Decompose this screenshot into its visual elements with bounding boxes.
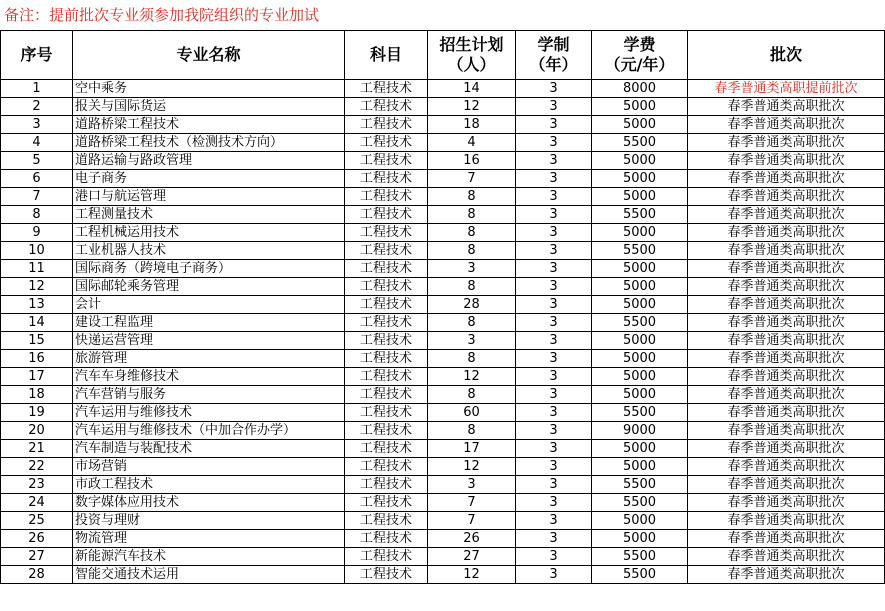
cell-plan: 8 (428, 188, 516, 206)
table-row (1, 404, 885, 422)
cell-years: 3 (516, 188, 592, 206)
header-fee-line2: （元/年） (604, 55, 675, 74)
table-row (1, 98, 885, 116)
cell-fee: 9000 (592, 422, 688, 440)
cell-major: 市政工程技术 (73, 476, 345, 494)
cell-subject: 工程技术 (345, 170, 428, 188)
cell-fee: 5000 (592, 278, 688, 296)
cell-batch: 春季普通类高职批次 (688, 314, 885, 332)
header-fee (592, 31, 688, 80)
cell-seq: 11 (1, 260, 73, 278)
cell-major: 空中乘务 (73, 80, 345, 98)
cell-years: 3 (516, 512, 592, 530)
table-row (1, 314, 885, 332)
cell-batch: 春季普通类高职批次 (688, 476, 885, 494)
cell-subject: 工程技术 (345, 278, 428, 296)
cell-subject: 工程技术 (345, 332, 428, 350)
cell-plan: 17 (428, 440, 516, 458)
cell-seq: 23 (1, 476, 73, 494)
cell-seq: 15 (1, 332, 73, 350)
header-plan-line1: 招生计划 (439, 35, 504, 54)
cell-subject: 工程技术 (345, 152, 428, 170)
cell-plan: 7 (428, 170, 516, 188)
cell-seq: 22 (1, 458, 73, 476)
cell-major: 旅游管理 (73, 350, 345, 368)
header-subject: 科目 (345, 31, 428, 80)
cell-major: 智能交通技术运用 (73, 566, 345, 584)
cell-seq: 24 (1, 494, 73, 512)
cell-fee: 5500 (592, 494, 688, 512)
cell-seq: 17 (1, 368, 73, 386)
cell-batch: 春季普通类高职批次 (688, 116, 885, 134)
cell-major: 道路桥梁工程技术（检测技术方向） (73, 134, 345, 152)
enrollment-table (0, 30, 885, 584)
cell-plan: 60 (428, 404, 516, 422)
cell-batch: 春季普通类高职批次 (688, 260, 885, 278)
table-row (1, 116, 885, 134)
cell-batch: 春季普通类高职批次 (688, 296, 885, 314)
cell-major: 会计 (73, 296, 345, 314)
cell-subject: 工程技术 (345, 188, 428, 206)
cell-years: 3 (516, 98, 592, 116)
cell-subject: 工程技术 (345, 404, 428, 422)
header-fee-line1: 学费 (623, 35, 656, 54)
cell-fee: 5000 (592, 458, 688, 476)
cell-years: 3 (516, 80, 592, 98)
header-plan (428, 31, 516, 80)
cell-plan: 7 (428, 512, 516, 530)
cell-batch: 春季普通类高职批次 (688, 404, 885, 422)
cell-major: 新能源汽车技术 (73, 548, 345, 566)
cell-batch: 春季普通类高职批次 (688, 530, 885, 548)
cell-seq: 26 (1, 530, 73, 548)
cell-major: 汽车车身维修技术 (73, 368, 345, 386)
cell-years: 3 (516, 404, 592, 422)
cell-major: 电子商务 (73, 170, 345, 188)
cell-plan: 12 (428, 98, 516, 116)
table-row (1, 476, 885, 494)
cell-major: 工程测量技术 (73, 206, 345, 224)
cell-subject: 工程技术 (345, 476, 428, 494)
cell-plan: 8 (428, 386, 516, 404)
cell-plan: 12 (428, 566, 516, 584)
table-row (1, 152, 885, 170)
cell-seq: 19 (1, 404, 73, 422)
cell-years: 3 (516, 170, 592, 188)
cell-batch: 春季普通类高职批次 (688, 332, 885, 350)
cell-fee: 5000 (592, 260, 688, 278)
table-row (1, 422, 885, 440)
cell-batch: 春季普通类高职批次 (688, 170, 885, 188)
cell-plan: 8 (428, 350, 516, 368)
cell-batch: 春季普通类高职批次 (688, 206, 885, 224)
cell-subject: 工程技术 (345, 134, 428, 152)
cell-plan: 26 (428, 530, 516, 548)
cell-major: 市场营销 (73, 458, 345, 476)
table-row (1, 296, 885, 314)
cell-major: 工程机械运用技术 (73, 224, 345, 242)
cell-fee: 5000 (592, 98, 688, 116)
cell-fee: 5500 (592, 404, 688, 422)
cell-fee: 5500 (592, 242, 688, 260)
cell-plan: 28 (428, 296, 516, 314)
cell-years: 3 (516, 116, 592, 134)
cell-plan: 12 (428, 368, 516, 386)
cell-major: 建设工程监理 (73, 314, 345, 332)
cell-seq: 7 (1, 188, 73, 206)
cell-seq: 3 (1, 116, 73, 134)
table-row (1, 332, 885, 350)
cell-years: 3 (516, 152, 592, 170)
cell-batch: 春季普通类高职提前批次 (688, 80, 885, 98)
cell-fee: 5000 (592, 332, 688, 350)
cell-batch: 春季普通类高职批次 (688, 188, 885, 206)
cell-subject: 工程技术 (345, 566, 428, 584)
cell-major: 工业机器人技术 (73, 242, 345, 260)
table-row (1, 566, 885, 584)
cell-fee: 5000 (592, 386, 688, 404)
cell-batch: 春季普通类高职批次 (688, 494, 885, 512)
cell-subject: 工程技术 (345, 386, 428, 404)
cell-seq: 4 (1, 134, 73, 152)
cell-major: 港口与航运管理 (73, 188, 345, 206)
cell-plan: 8 (428, 242, 516, 260)
cell-subject: 工程技术 (345, 224, 428, 242)
cell-fee: 5000 (592, 170, 688, 188)
cell-fee: 5000 (592, 368, 688, 386)
cell-seq: 20 (1, 422, 73, 440)
cell-subject: 工程技术 (345, 512, 428, 530)
cell-fee: 5000 (592, 440, 688, 458)
cell-fee: 5500 (592, 206, 688, 224)
header-row (1, 31, 885, 80)
cell-major: 汽车营销与服务 (73, 386, 345, 404)
cell-major: 物流管理 (73, 530, 345, 548)
table-row (1, 548, 885, 566)
cell-plan: 27 (428, 548, 516, 566)
cell-subject: 工程技术 (345, 98, 428, 116)
cell-seq: 2 (1, 98, 73, 116)
cell-years: 3 (516, 278, 592, 296)
cell-seq: 6 (1, 170, 73, 188)
table-row (1, 206, 885, 224)
cell-years: 3 (516, 332, 592, 350)
cell-batch: 春季普通类高职批次 (688, 368, 885, 386)
header-years (516, 31, 592, 80)
cell-subject: 工程技术 (345, 458, 428, 476)
cell-subject: 工程技术 (345, 548, 428, 566)
cell-seq: 21 (1, 440, 73, 458)
cell-plan: 3 (428, 476, 516, 494)
cell-seq: 12 (1, 278, 73, 296)
cell-years: 3 (516, 350, 592, 368)
cell-years: 3 (516, 548, 592, 566)
cell-major: 汽车运用与维修技术 (73, 404, 345, 422)
cell-fee: 5500 (592, 134, 688, 152)
cell-subject: 工程技术 (345, 314, 428, 332)
cell-fee: 5000 (592, 530, 688, 548)
cell-major: 道路运输与路政管理 (73, 152, 345, 170)
cell-batch: 春季普通类高职批次 (688, 152, 885, 170)
cell-fee: 5500 (592, 314, 688, 332)
cell-years: 3 (516, 260, 592, 278)
cell-plan: 8 (428, 224, 516, 242)
cell-plan: 3 (428, 332, 516, 350)
cell-subject: 工程技术 (345, 296, 428, 314)
cell-years: 3 (516, 458, 592, 476)
cell-subject: 工程技术 (345, 422, 428, 440)
cell-subject: 工程技术 (345, 440, 428, 458)
cell-plan: 8 (428, 278, 516, 296)
cell-major: 数字媒体应用技术 (73, 494, 345, 512)
cell-plan: 3 (428, 260, 516, 278)
header-batch: 批次 (688, 31, 885, 80)
cell-major: 投资与理财 (73, 512, 345, 530)
cell-seq: 18 (1, 386, 73, 404)
cell-major: 报关与国际货运 (73, 98, 345, 116)
table-row (1, 188, 885, 206)
cell-major: 国际邮轮乘务管理 (73, 278, 345, 296)
cell-seq: 14 (1, 314, 73, 332)
cell-batch: 春季普通类高职批次 (688, 242, 885, 260)
cell-batch: 春季普通类高职批次 (688, 566, 885, 584)
table-row (1, 458, 885, 476)
cell-years: 3 (516, 422, 592, 440)
cell-batch: 春季普通类高职批次 (688, 458, 885, 476)
cell-batch: 春季普通类高职批次 (688, 422, 885, 440)
cell-years: 3 (516, 440, 592, 458)
cell-fee: 5500 (592, 476, 688, 494)
cell-fee: 5000 (592, 152, 688, 170)
cell-fee: 5500 (592, 566, 688, 584)
cell-seq: 5 (1, 152, 73, 170)
cell-years: 3 (516, 494, 592, 512)
cell-plan: 8 (428, 206, 516, 224)
cell-seq: 16 (1, 350, 73, 368)
cell-seq: 1 (1, 80, 73, 98)
cell-seq: 25 (1, 512, 73, 530)
cell-years: 3 (516, 566, 592, 584)
cell-fee: 5000 (592, 512, 688, 530)
cell-subject: 工程技术 (345, 80, 428, 98)
cell-plan: 8 (428, 314, 516, 332)
cell-seq: 8 (1, 206, 73, 224)
cell-plan: 12 (428, 458, 516, 476)
cell-fee: 5000 (592, 224, 688, 242)
cell-fee: 5000 (592, 188, 688, 206)
remark-note: 备注：提前批次专业须参加我院组织的专业加试 (4, 6, 320, 24)
cell-major: 道路桥梁工程技术 (73, 116, 345, 134)
cell-seq: 13 (1, 296, 73, 314)
header-plan-line2: （人） (447, 55, 496, 74)
table-row (1, 386, 885, 404)
table-row (1, 278, 885, 296)
cell-plan: 14 (428, 80, 516, 98)
cell-subject: 工程技术 (345, 350, 428, 368)
cell-subject: 工程技术 (345, 368, 428, 386)
cell-batch: 春季普通类高职批次 (688, 134, 885, 152)
cell-plan: 4 (428, 134, 516, 152)
header-major: 专业名称 (73, 31, 345, 80)
cell-major: 汽车运用与维修技术（中加合作办学） (73, 422, 345, 440)
cell-batch: 春季普通类高职批次 (688, 278, 885, 296)
cell-batch: 春季普通类高职批次 (688, 98, 885, 116)
table-row (1, 494, 885, 512)
table-row (1, 260, 885, 278)
cell-years: 3 (516, 476, 592, 494)
header-years-line1: 学制 (537, 35, 570, 54)
cell-seq: 27 (1, 548, 73, 566)
cell-batch: 春季普通类高职批次 (688, 440, 885, 458)
table-row (1, 350, 885, 368)
cell-years: 3 (516, 206, 592, 224)
cell-subject: 工程技术 (345, 530, 428, 548)
cell-subject: 工程技术 (345, 494, 428, 512)
cell-years: 3 (516, 134, 592, 152)
cell-plan: 18 (428, 116, 516, 134)
cell-subject: 工程技术 (345, 242, 428, 260)
cell-years: 3 (516, 368, 592, 386)
cell-batch: 春季普通类高职批次 (688, 350, 885, 368)
cell-plan: 7 (428, 494, 516, 512)
cell-seq: 10 (1, 242, 73, 260)
cell-fee: 8000 (592, 80, 688, 98)
table-row (1, 224, 885, 242)
cell-fee: 5000 (592, 116, 688, 134)
table-row (1, 134, 885, 152)
cell-years: 3 (516, 530, 592, 548)
cell-years: 3 (516, 314, 592, 332)
cell-subject: 工程技术 (345, 206, 428, 224)
cell-years: 3 (516, 296, 592, 314)
table-row (1, 242, 885, 260)
cell-years: 3 (516, 242, 592, 260)
cell-fee: 5000 (592, 296, 688, 314)
cell-plan: 16 (428, 152, 516, 170)
cell-subject: 工程技术 (345, 260, 428, 278)
cell-seq: 9 (1, 224, 73, 242)
cell-subject: 工程技术 (345, 116, 428, 134)
cell-years: 3 (516, 224, 592, 242)
table-row (1, 80, 885, 98)
table-row (1, 170, 885, 188)
cell-fee: 5500 (592, 548, 688, 566)
header-years-line2: （年） (529, 55, 578, 74)
table-row (1, 530, 885, 548)
table-row (1, 512, 885, 530)
cell-batch: 春季普通类高职批次 (688, 512, 885, 530)
cell-batch: 春季普通类高职批次 (688, 548, 885, 566)
cell-seq: 28 (1, 566, 73, 584)
cell-batch: 春季普通类高职批次 (688, 386, 885, 404)
header-seq: 序号 (1, 31, 73, 80)
cell-plan: 8 (428, 422, 516, 440)
cell-batch: 春季普通类高职批次 (688, 224, 885, 242)
table-row (1, 440, 885, 458)
cell-major: 国际商务（跨境电子商务） (73, 260, 345, 278)
table-row (1, 368, 885, 386)
cell-major: 快递运营管理 (73, 332, 345, 350)
cell-years: 3 (516, 386, 592, 404)
cell-major: 汽车制造与装配技术 (73, 440, 345, 458)
cell-fee: 5000 (592, 350, 688, 368)
